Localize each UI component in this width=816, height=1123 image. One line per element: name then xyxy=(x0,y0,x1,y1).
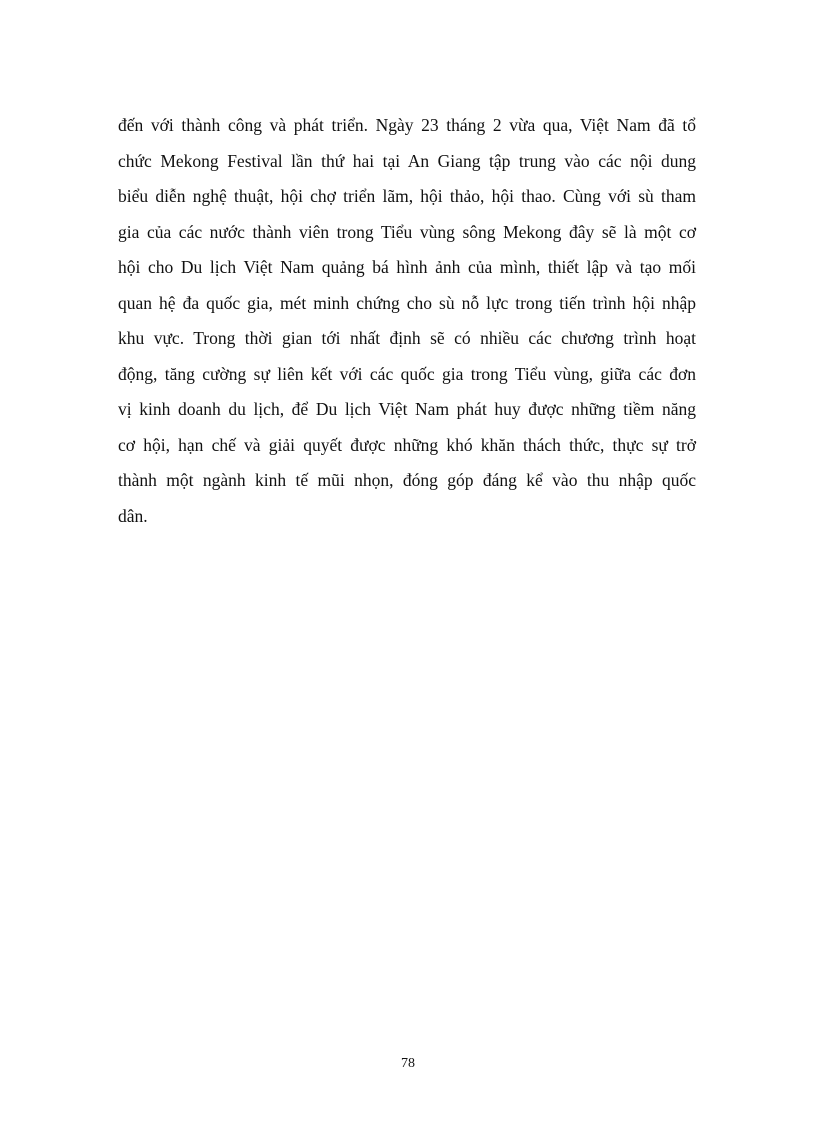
paragraph-line: đến với thành công và phát triển. Ngày 23 tháng 2 vừa qua, Việt Nam đã tổ xyxy=(118,115,696,135)
paragraph-line: gia của các nước thành viên trong Tiểu vùng sông Mekong đây sẽ là một cơ xyxy=(118,221,696,242)
paragraph-line: biểu diễn nghệ thuật, hội chợ triển lãm, hội thảo, hội thao. Cùng với sù tham xyxy=(118,186,696,206)
paragraph-line: vị kinh doanh du lịch, để Du lịch Việt Nam phát huy được những tiềm năng xyxy=(118,399,696,419)
paragraph-line: khu vực. Trong thời gian tới nhất định sẽ có nhiều các chương trình hoạt xyxy=(118,328,696,348)
paragraph-line: quan hệ đa quốc gia, mét minh chứng cho sù nỗ lực trong tiến trình hội nhập xyxy=(118,292,696,313)
paragraph-line: động, tăng cường sự liên kết với các quốc gia trong Tiểu vùng, giữa các đơn xyxy=(118,363,696,384)
paragraph-line: dân. xyxy=(118,505,148,526)
page-number: 78 xyxy=(401,1056,415,1071)
body-paragraph xyxy=(118,108,696,534)
paragraph-line: chức Mekong Festival lần thứ hai tại An Giang tập trung vào các nội dung xyxy=(118,150,696,171)
paragraph-line: cơ hội, hạn chế và giải quyết được những khó khăn thách thức, thực sự trở xyxy=(118,434,696,455)
paragraph-line: hội cho Du lịch Việt Nam quảng bá hình ảnh của mình, thiết lập và tạo mối xyxy=(118,257,696,277)
paragraph-line: thành một ngành kinh tế mũi nhọn, đóng góp đáng kể vào thu nhập quốc xyxy=(118,470,696,490)
